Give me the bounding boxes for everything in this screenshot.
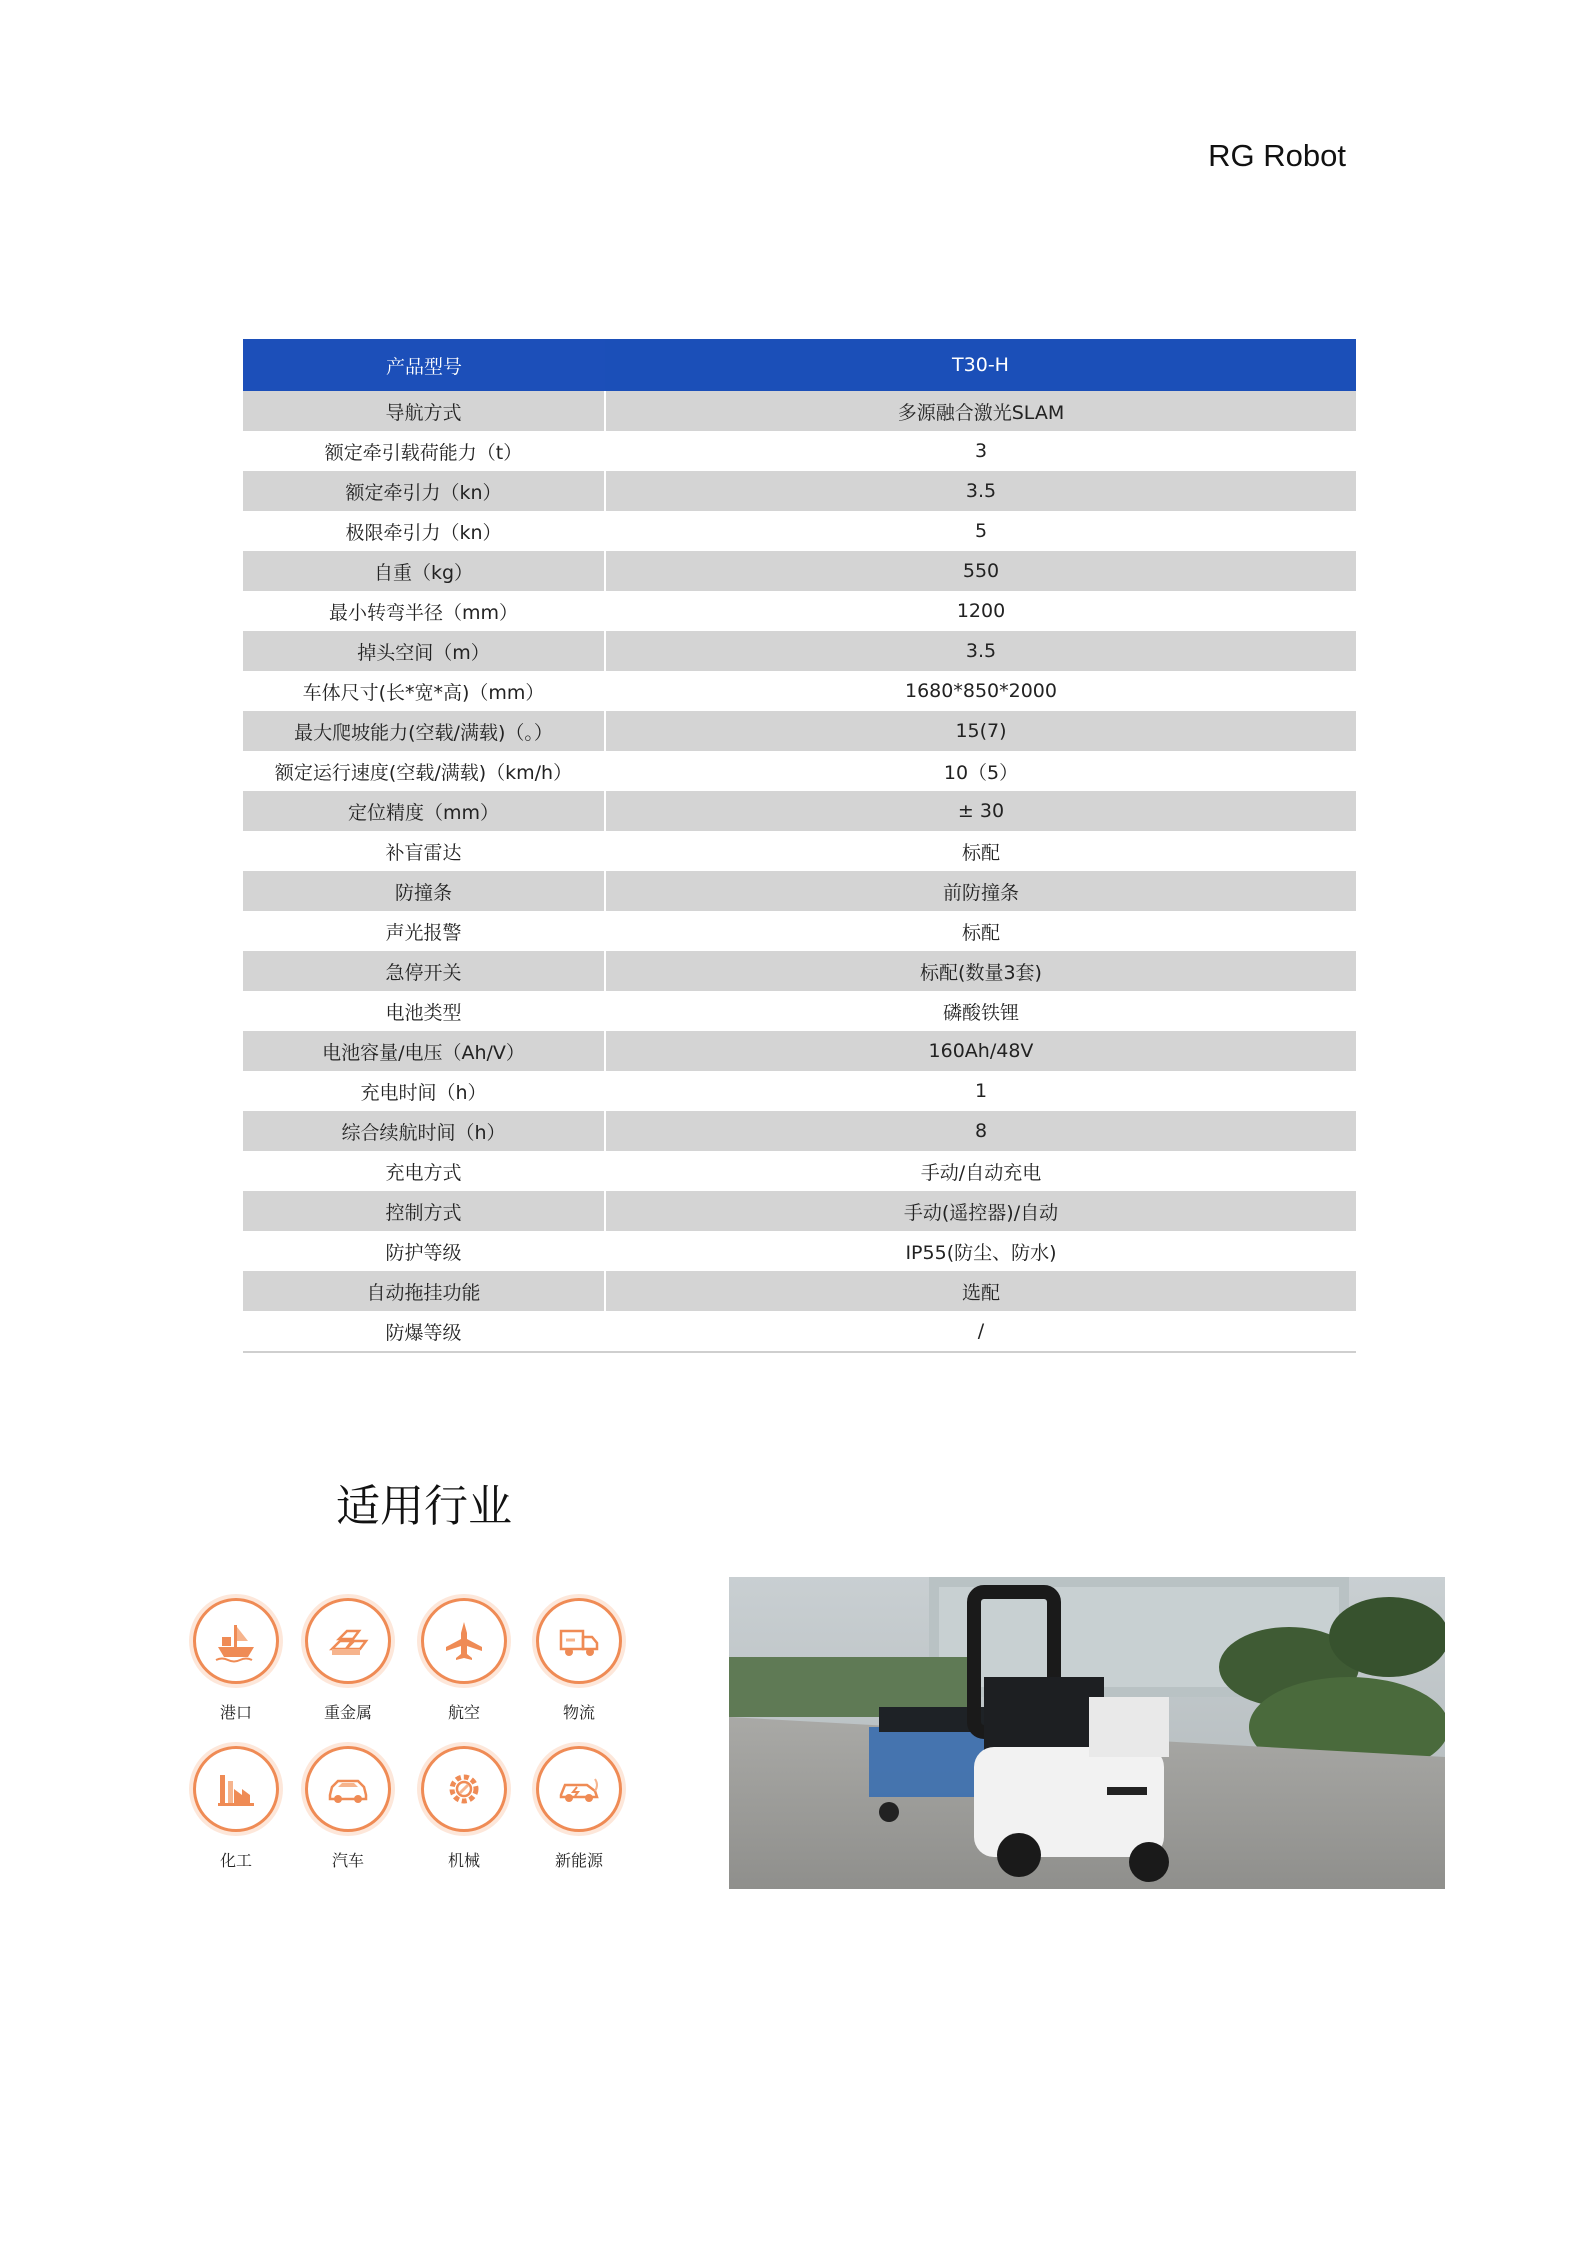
spec-value-cell: 磷酸铁锂 [605,991,1356,1031]
table-row [243,1271,1356,1311]
spec-table-body [243,391,1356,1352]
industry-item-aviation [409,1598,519,1723]
car-icon [305,1746,391,1832]
spec-value-cell: 手动/自动充电 [605,1151,1356,1191]
spec-value-cell: 多源融合激光SLAM [605,391,1356,431]
port-ship-icon [193,1598,279,1684]
spec-value-cell: 10（5） [605,751,1356,791]
spec-value-cell: 160Ah/48V [605,1031,1356,1071]
spec-label-cell: 声光报警 [243,911,605,951]
table-row [243,431,1356,471]
industry-item-heavy-metal [293,1598,403,1723]
spec-label-cell: 自动拖挂功能 [243,1271,605,1311]
spec-label-cell: 最大爬坡能力(空载/满载)（。） [243,711,605,751]
industry-item-chemical [181,1746,291,1871]
spec-label-cell: 防爆等级 [243,1311,605,1352]
table-row [243,991,1356,1031]
spec-label-cell: 最小转弯半径（mm） [243,591,605,631]
spec-value-cell: 550 [605,551,1356,591]
spec-value-cell: 3 [605,431,1356,471]
industry-item-new-energy [524,1746,634,1871]
spec-label-cell: 防护等级 [243,1231,605,1271]
chemical-factory-icon [193,1746,279,1832]
ev-charging-car-icon [536,1746,622,1832]
table-row [243,511,1356,551]
spec-value-cell: 标配(数量3套) [605,951,1356,991]
industry-item-automotive [293,1746,403,1871]
spec-value-cell: 选配 [605,1271,1356,1311]
industry-label: 汽车 [331,1851,364,1870]
spec-table [243,339,1356,1353]
industry-item-port [181,1598,291,1723]
spec-value-cell: IP55(防尘、防水) [605,1231,1356,1271]
industry-label: 机械 [447,1851,480,1870]
table-row [243,711,1356,751]
spec-label-cell: 急停开关 [243,951,605,991]
industry-title: 适用行业 [336,1481,512,1532]
spec-value-cell: 标配 [605,911,1356,951]
table-row [243,1191,1356,1231]
table-row [243,791,1356,831]
table-row [243,471,1356,511]
table-row [243,1071,1356,1111]
table-row [243,751,1356,791]
table-row [243,911,1356,951]
table-row [243,1111,1356,1151]
industry-item-logistics [524,1598,634,1723]
table-row [243,591,1356,631]
industry-label: 航空 [447,1703,480,1722]
spec-label-cell: 控制方式 [243,1191,605,1231]
header-value: T30-H [605,339,1356,391]
table-row [243,391,1356,431]
aircraft-icon [421,1598,507,1684]
table-row [243,1231,1356,1271]
industry-label: 化工 [219,1851,252,1870]
table-row [243,671,1356,711]
tow-tractor-robot-photo [729,1577,1445,1889]
table-header-row [243,339,1356,391]
spec-value-cell: 3.5 [605,631,1356,671]
industry-label: 新能源 [554,1851,603,1870]
spec-value-cell: 手动(遥控器)/自动 [605,1191,1356,1231]
industry-item-machinery [409,1746,519,1871]
industry-label: 重金属 [323,1703,372,1722]
header-label: 产品型号 [243,339,605,391]
spec-value-cell: 前防撞条 [605,871,1356,911]
spec-value-cell: 标配 [605,831,1356,871]
spec-value-cell: 5 [605,511,1356,551]
table-row [243,1311,1356,1352]
gear-wrench-icon [421,1746,507,1832]
table-row [243,551,1356,591]
spec-label-cell: 掉头空间（m） [243,631,605,671]
industry-label: 港口 [219,1703,252,1722]
spec-value-cell: 15(7) [605,711,1356,751]
spec-label-cell: 车体尺寸(长*宽*高)（mm） [243,671,605,711]
table-row [243,951,1356,991]
spec-label-cell: 补盲雷达 [243,831,605,871]
spec-label-cell: 充电方式 [243,1151,605,1191]
spec-label-cell: 定位精度（mm） [243,791,605,831]
spec-label-cell: 综合续航时间（h） [243,1111,605,1151]
spec-value-cell: ± 30 [605,791,1356,831]
spec-label-cell: 防撞条 [243,871,605,911]
spec-label-cell: 导航方式 [243,391,605,431]
spec-label-cell: 自重（kg） [243,551,605,591]
spec-label-cell: 额定牵引载荷能力（t） [243,431,605,471]
spec-label-cell: 极限牵引力（kn） [243,511,605,551]
delivery-truck-icon [536,1598,622,1684]
spec-label-cell: 额定运行速度(空载/满载)（km/h） [243,751,605,791]
spec-label-cell: 电池容量/电压（Ah/V） [243,1031,605,1071]
table-row [243,831,1356,871]
spec-value-cell: 1 [605,1071,1356,1111]
metal-ingots-icon [305,1598,391,1684]
industry-label: 物流 [562,1703,595,1722]
spec-value-cell: 8 [605,1111,1356,1151]
spec-value-cell: 1680*850*2000 [605,671,1356,711]
table-row [243,871,1356,911]
spec-value-cell: 1200 [605,591,1356,631]
spec-value-cell: 3.5 [605,471,1356,511]
table-row [243,631,1356,671]
table-row [243,1151,1356,1191]
table-row [243,1031,1356,1071]
spec-label-cell: 充电时间（h） [243,1071,605,1111]
spec-value-cell: / [605,1311,1356,1352]
spec-label-cell: 电池类型 [243,991,605,1031]
spec-label-cell: 额定牵引力（kn） [243,471,605,511]
brand-name: RG Robot [1208,138,1346,173]
